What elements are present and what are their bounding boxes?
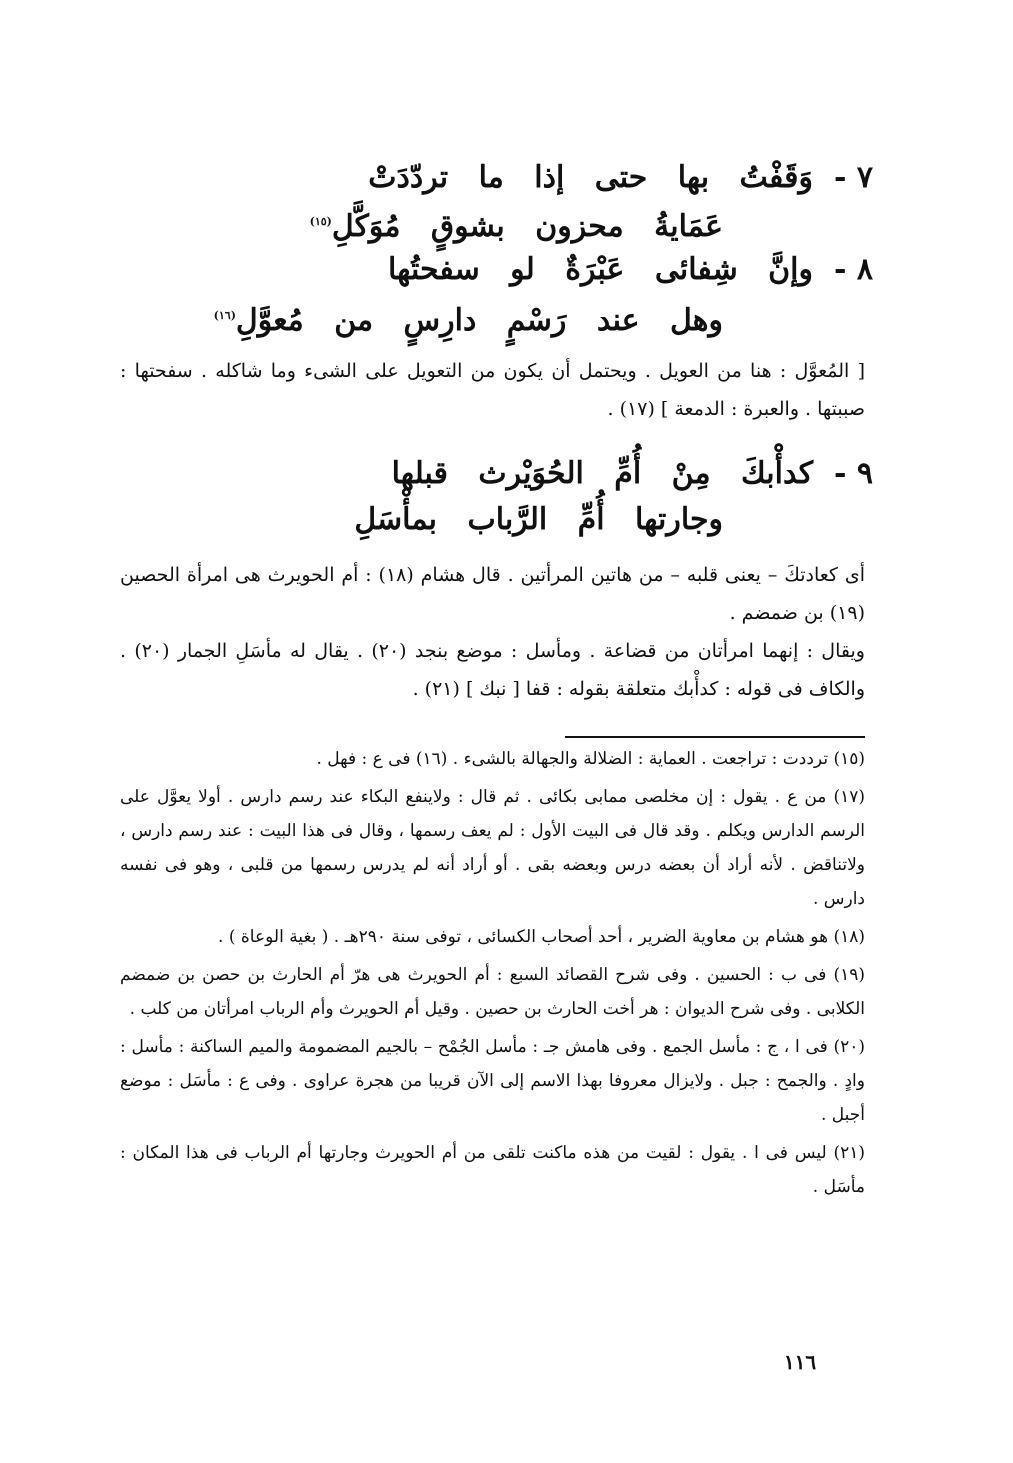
footnote: (١٧) من ع . يقول : إن مخلصى ممابى بكائى . ثم قال : ولاينفع البكاء عند رسم دارس . أولا يعوَّل على الرسم الدارس ويكلم . وقد قال فى البيت الأول : لم يعف رسمها ، وقال فى هذا البيت : عند رسم دارس ، ولاتناقض . لأنه أراد أن بعضه درس وبعضه بقى . أو أراد أنه لم يدرس رسمها من قلبى ، وهو فى نفسه دارس .	[120, 787, 865, 909]
footnote: (١٥) ترددت : تراجعت . العماية : الضلالة والجهالة بالشىء . (١٦) فى ع : فهل .	[316, 749, 865, 769]
verse-hemistich-2: وجارتها أُمِّ الرَّباب بمأْسَلِ	[354, 502, 723, 537]
verse-number: ٧ -	[833, 160, 873, 195]
commentary-paragraph: أى كعادتكَ – يعنى قلبه – من هاتين المرأتين . قال هشام (١٨) : أم الحويرث هى امرأة الحصين (١٩) بن ضمضم .	[120, 564, 865, 624]
verse-9-line-2	[120, 494, 873, 546]
verse-7-line-2	[120, 196, 873, 248]
verse-number: ٩ -	[833, 456, 873, 491]
footnotes	[120, 742, 865, 1208]
footnote: (١٩) فى ب : الحسين . وفى شرح القصائد السبع : أم الحويرث هى هرّ أم الحارث بن حصن بن ضمضم الكلابى . وفى شرح الديوان : هر أخت الحارث بن حصين . وقيل أم الحويرث وأم الرباب امرأتان من كلب .	[120, 965, 865, 1019]
footnote: (٢٠) فى ا ، ج : مأسل الجمع . وفى هامش جـ : مأسل الجُمْح – بالجيم المضمومة والميم الساكنة : مأسل : وادٍ . والجمح : جبل . ولايزال معروفا بهذا الاسم إلى الآن قريبا من هجرة عراوى . وفى ع : مأسَل : موضع أجبل .	[120, 1037, 865, 1125]
verse-8-line-2	[120, 290, 873, 342]
verse-9-line-1	[120, 448, 873, 500]
verse-hemistich-1: كدأْبكَ مِنْ أُمِّ الحُوَيْرث قبلها	[391, 456, 813, 491]
verse-hemistich-1: وَقَفْتُ بها حتى إذا ما تردّدَتْ	[368, 160, 813, 195]
verse-8-line-1	[120, 244, 873, 296]
verse-8-gloss: [ المُعوَّل : هنا من العويل . ويحتمل أن يكون من التعويل على الشىء وما شاكله . سفحتها : صببتها . والعبرة : الدمعة ] (١٧) .	[120, 360, 865, 420]
commentary-paragraph: ويقال : إنهما امرأتان من قضاعة . ومأسل : موضع بنجد (٢٠) . يقال له مأسَلِ الجمار (٢٠) . والكاف فى قوله : كدأْبك متعلقة بقوله : قفا [ نبك ] (٢١) .	[120, 640, 865, 700]
footnote-separator	[565, 736, 865, 738]
footnote: (٢١) ليس فى ا . يقول : لقيت من هذه ماكنت تلقى من أم الحويرث وجارتها أم الرباب فى هذا المكان : مأسَل .	[120, 1143, 865, 1197]
page-number: ١١٦	[783, 1350, 817, 1374]
verse-hemistich-2: عَمَايةُ محزون بشوقٍ مُوَكَّلِ$^{(١٥)}$	[309, 209, 723, 244]
footnote: (١٨) هو هشام بن معاوية الضرير ، أحد أصحاب الكسائى ، توفى سنة ٢٩٠هـ . ( بغية الوعاة ) .	[218, 927, 865, 947]
verse-hemistich-1: وإنَّ شِفائى عَبْرَةٌ لو سفحتُها	[388, 252, 813, 287]
verse-hemistich-2: وهل عند رَسْمٍ دارِسٍ من مُعوَّلِ$^{(١٦)}$	[213, 303, 723, 338]
verse-9-commentary	[120, 556, 865, 708]
verse-number: ٨ -	[833, 252, 873, 287]
